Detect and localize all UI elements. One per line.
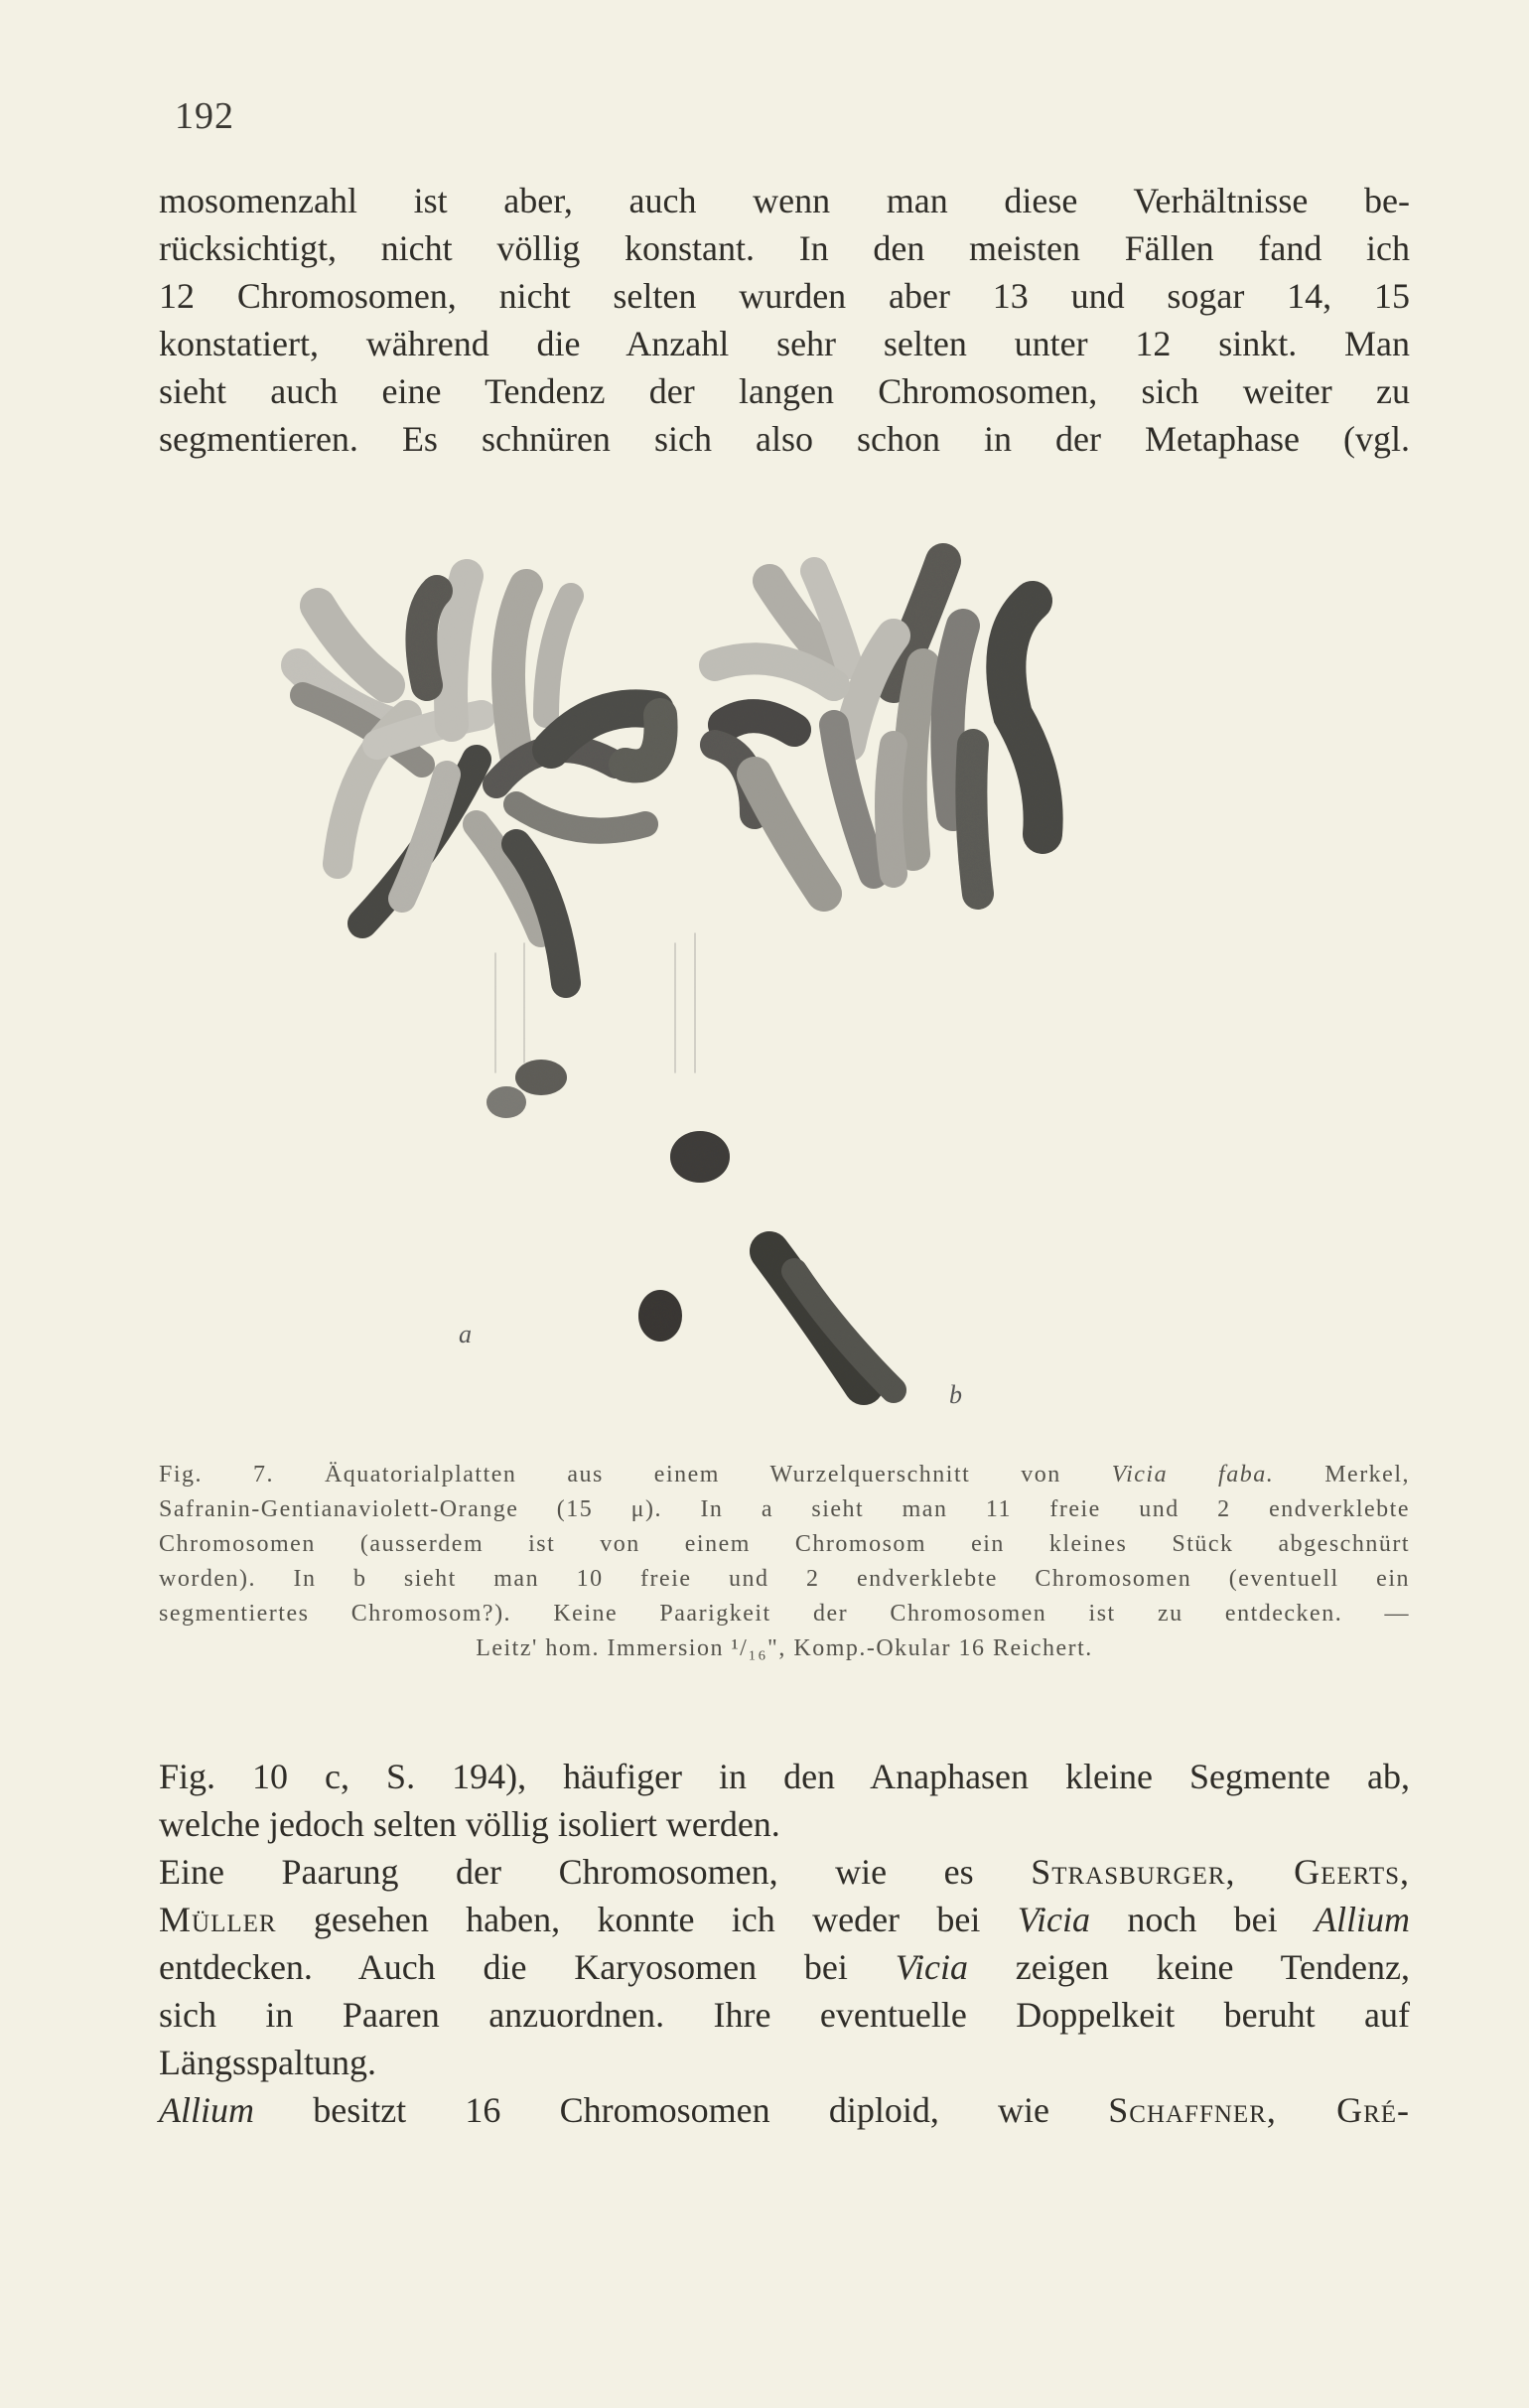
chromosome-figure bbox=[199, 516, 1330, 1450]
label-b: b bbox=[949, 1380, 962, 1409]
top-paragraph bbox=[159, 177, 1410, 463]
text-line bbox=[159, 1848, 1410, 1896]
caption-text: Fig. 7. Äquatorialplatten aus einem Wurzelquerschnitt von bbox=[159, 1462, 1112, 1487]
caption-line bbox=[159, 1458, 1410, 1492]
author-names: Strasburger, Geerts, bbox=[1031, 1852, 1410, 1892]
author-name: Müller bbox=[159, 1900, 277, 1939]
caption-line: Safranin-Gentianaviolett-Orange (15 μ). In a sieht man 11 freie und 2 endverklebte bbox=[159, 1496, 1410, 1522]
caption-line: Chromosomen (ausserdem ist von einem Chromosom ein kleines Stück abgeschnürt bbox=[159, 1531, 1410, 1557]
genus-name: Vicia bbox=[895, 1947, 969, 1987]
text-line bbox=[159, 2086, 1410, 2134]
label-a: a bbox=[459, 1320, 472, 1348]
caption-line: Leitz' hom. Immersion ¹/₁₆", Komp.-Okular 16 Reichert. bbox=[476, 1635, 1093, 1661]
text-line: 12 Chromosomen, nicht selten wurden aber 13 und sogar 14, 15 bbox=[159, 276, 1410, 316]
text-line: segmentieren. Es schnüren sich also schon in der Metaphase (vgl. bbox=[159, 419, 1410, 459]
genus-name: Allium bbox=[1314, 1900, 1410, 1939]
text-span: besitzt 16 Chromosomen diploid, wie bbox=[254, 2090, 1109, 2130]
genus-name: Allium bbox=[159, 2090, 254, 2130]
text-line: Fig. 10 c, S. 194), häufiger in den Anaphasen kleine Segmente ab, bbox=[159, 1757, 1410, 1796]
chromosome-illustration bbox=[199, 516, 1330, 1450]
text-span: gesehen haben, konnte ich weder bei bbox=[276, 1900, 1018, 1939]
genus-name: Vicia bbox=[1017, 1900, 1091, 1939]
text-line: sieht auch eine Tendenz der langen Chromosomen, sich weiter zu bbox=[159, 371, 1410, 411]
plate-a bbox=[298, 576, 645, 1118]
caption-line: worden). In b sieht man 10 freie und 2 endverklebte Chromosomen (eventuell ein bbox=[159, 1566, 1410, 1592]
text-line: Längsspaltung. bbox=[159, 2043, 376, 2082]
bottom-paragraph bbox=[159, 1753, 1410, 2134]
caption-text: Merkel, bbox=[1274, 1462, 1411, 1487]
text-span: entdecken. Auch die Karyosomen bei bbox=[159, 1947, 896, 1987]
text-line bbox=[159, 1896, 1410, 1943]
text-line: sich in Paaren anzuordnen. Ihre eventuelle Doppelkeit beruht auf bbox=[159, 1995, 1410, 2035]
page-number: 192 bbox=[175, 95, 234, 137]
text-span: zeigen keine Tendenz, bbox=[968, 1947, 1410, 1987]
author-names: Schaffner, Gré- bbox=[1108, 2090, 1411, 2130]
figure-caption bbox=[159, 1458, 1410, 1666]
text-line bbox=[159, 1943, 1410, 1991]
text-span: Eine Paarung der Chromosomen, wie es bbox=[159, 1852, 1032, 1892]
text-line: welche jedoch selten völlig isoliert werden. bbox=[159, 1804, 780, 1844]
text-span: noch bei bbox=[1090, 1900, 1315, 1939]
caption-line: segmentiertes Chromosom?). Keine Paarigkeit der Chromosomen ist zu entdecken. — bbox=[159, 1601, 1410, 1627]
plate-b bbox=[551, 561, 1043, 1390]
caption-species: Vicia faba. bbox=[1111, 1462, 1275, 1487]
text-line: rücksichtigt, nicht völlig konstant. In den meisten Fällen fand ich bbox=[159, 228, 1410, 268]
text-line: konstatiert, während die Anzahl sehr selten unter 12 sinkt. Man bbox=[159, 324, 1410, 363]
text-line: mosomenzahl ist aber, auch wenn man diese Verhältnisse be- bbox=[159, 181, 1410, 220]
